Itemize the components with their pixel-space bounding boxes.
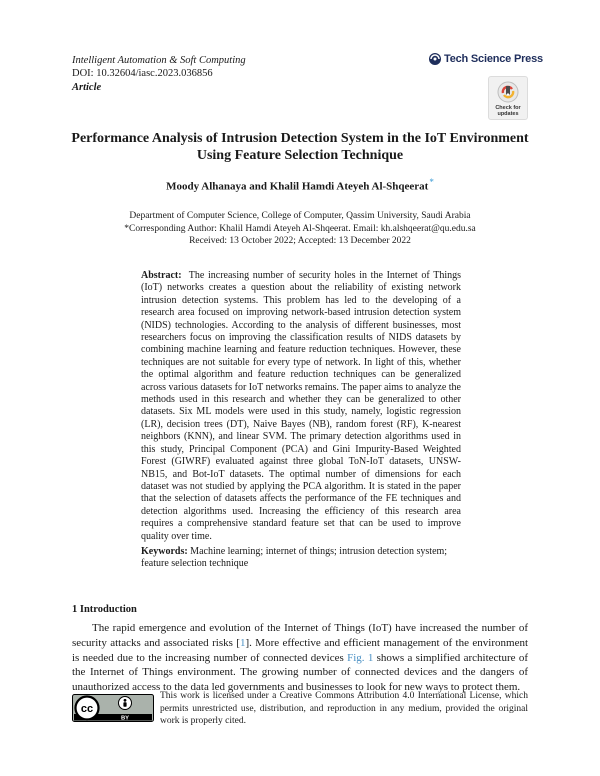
intro-text-part-1: The rapid emergence and evolution of the Internet of Things (IoT) have increased the number of security attacks and associated risks [ — [72, 622, 528, 649]
by-badge-label: BY — [120, 715, 130, 722]
authors: Moody Alhanaya and Khalil Hamdi Ateyeh Al-Shqeerat — [166, 180, 429, 193]
figure-link[interactable]: Fig. 1 — [347, 651, 374, 664]
check-for-updates-line1: Check for — [495, 105, 521, 111]
received-accepted-dates: Received: 13 October 2022; Accepted: 13 December 2022 — [189, 236, 411, 246]
journal-header — [72, 54, 246, 94]
publisher-name: Tech Science Press — [444, 53, 543, 65]
paper-title — [60, 130, 540, 164]
journal-name: Intelligent Automation & Soft Computing — [72, 55, 246, 66]
orcid-mark[interactable]: * — [429, 177, 434, 187]
check-for-updates-line2: updates — [497, 111, 519, 117]
license-text: This work is licensed under a Creative Commons Attribution 4.0 International License, which permits unrestricted use, distribution, and reproduction in any medium, provided the original work is properly cited. — [160, 691, 528, 726]
corresponding-author: *Corresponding Author: Khalil Hamdi Ateyeh Al-Shqeerat. Email: kh.alshqeerat@qu.edu.sa — [124, 223, 476, 234]
keywords-text: Machine learning; internet of things; intrusion detection system; feature selection technique — [141, 546, 448, 570]
cc-by-license-badge-icon[interactable] — [72, 694, 154, 722]
abstract — [141, 270, 461, 543]
article-type: Article — [72, 82, 102, 93]
abstract-label: Abstract: — [141, 270, 182, 281]
license-block — [72, 690, 528, 730]
check-for-updates-label — [495, 105, 520, 117]
reference-link[interactable]: 1 — [239, 636, 246, 649]
intro-text-part-3: shows a simplified architecture of the Internet of Things environment. The growing number of connected devices and the dangers of unauthorized access to the data led governments and businesses to look for new ways to protect them. — [72, 651, 528, 694]
affiliation-block — [60, 210, 540, 248]
tech-science-press-logo-icon — [428, 52, 442, 66]
keywords — [141, 546, 461, 571]
section-heading-introduction: 1 Introduction — [72, 604, 137, 615]
check-for-updates-badge[interactable] — [488, 76, 528, 120]
title-line-1: Performance Analysis of Intrusion Detection System in the IoT Environment — [71, 131, 529, 146]
introduction-paragraph — [72, 621, 528, 695]
author-line — [60, 177, 540, 193]
affiliation: Department of Computer Science, College of Computer, Qassim University, Saudi Arabia — [129, 211, 471, 221]
keywords-label: Keywords: — [141, 546, 188, 557]
bookmark-refresh-icon — [497, 81, 519, 103]
title-line-2: Using Feature Selection Technique — [196, 148, 404, 163]
cc-badge-label: cc — [80, 703, 94, 715]
abstract-text: The increasing number of security holes in the Internet of Things (IoT) networks creates a question about the reliability of existing network intrusion detection systems. This problem has led to the developing of a research area focused on improving network-based intrusion detection system (NIDS) technologies. According to the analysis of different businesses, most researchers focus on improving the classification results of NIDS datasets by combining machine learning and feature reduction techniques. However, these techniques are not suitable for every type of network. In light of this, whether the optimal algorithm and feature reduction techniques can be generalized across various datasets for IoT networks remains. The paper aims to analyze the methods used in this research and whether they can be generalized to other datasets. Six ML models were used in this study, namely, logistic regression (LR), decision trees (DT), Naive Bayes (NB), random forest (RF), K-nearest neighbors (KNN), and linear SVM. The primary detection algorithms used in this study, Principal Component (PCA) and Gini Impurity-Based Weighted Forest (GIWRF) evaluated against three global ToN-IoT datasets, UNSW-NB15, and Bot-IoT datasets. The optimal number of dimensions for each dataset was not studied by applying the PCA algorithm. It is stated in the paper that the selection of datasets affects the performance of the FE techniques and detection algorithms used. Increasing the efficiency of this research area requires a comprehensive standard feature set that can be used to improve quality over time. — [141, 270, 461, 542]
intro-text-part-2: ]. More effective and efficient management of the environment is needed due to the increasing number of connected devices — [72, 636, 529, 664]
publisher-logo — [428, 52, 543, 66]
doi[interactable]: DOI: 10.32604/iasc.2023.036856 — [72, 68, 213, 79]
